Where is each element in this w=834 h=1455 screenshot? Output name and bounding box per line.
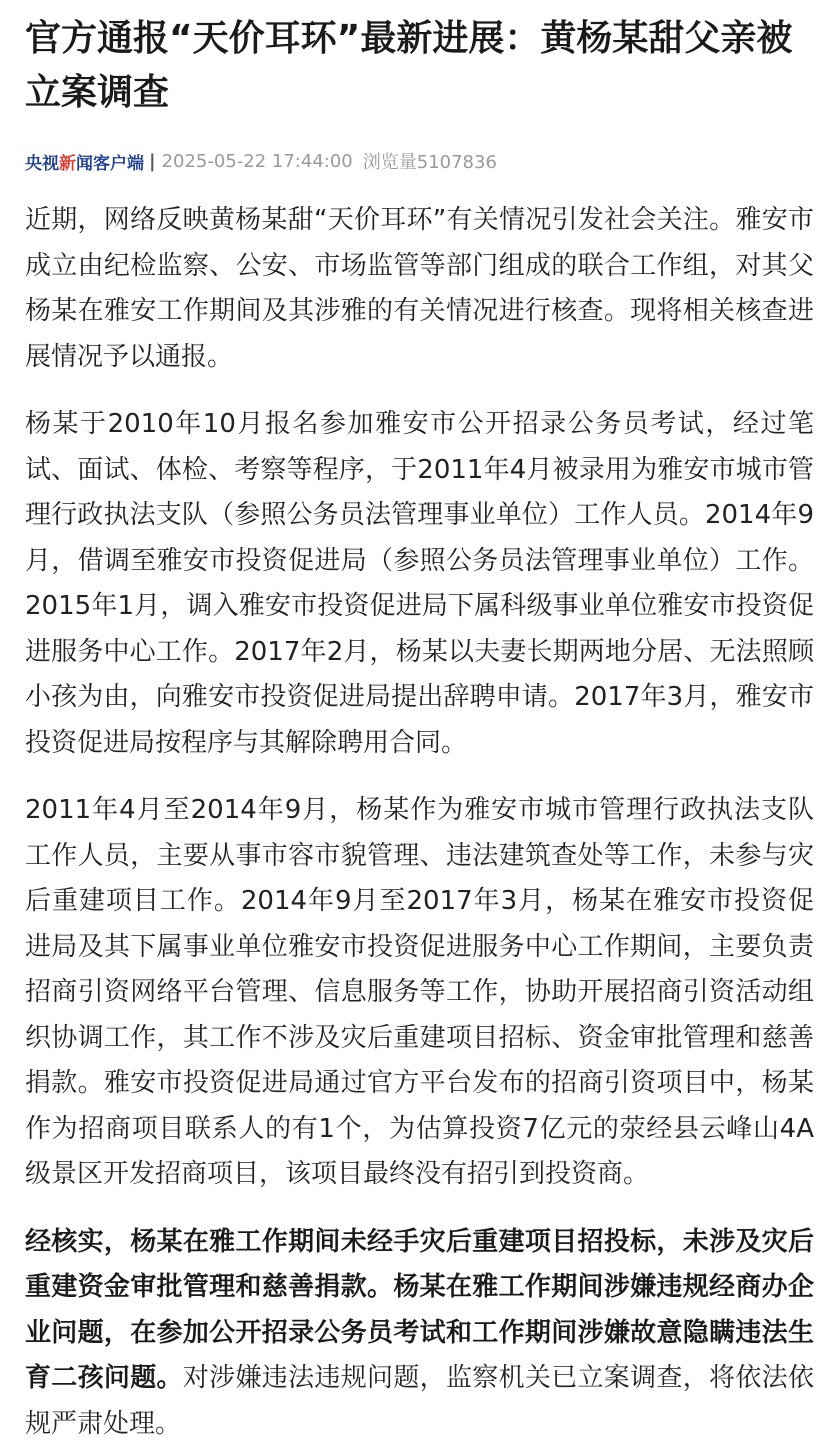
article-paragraph-3: 2011年4月至2014年9月，杨某作为雅安市城市管理行政执法支队工作人员，主要从事市容市貌管理、违法建筑查处等工作，未参与灾后重建项目工作。2014年9月至2017年3月，杨某在雅安市投资促进局及其下属事业单位雅安市投资促进服务中心工作期间，主要负责招商引资网络平台管理、信息服务等工作，协助开展招商引资活动组织协调工作，其工作不涉及灾后重建项目招标、资金审批管理和慈善捐款。雅安市投资促进局通过官方平台发布的招商引资项目中，杨某作为招商项目联系人的有1个，为估算投资7亿元的荥经县云峰山4A级景区开发招商项目，该项目最终没有招引到投资商。 bbox=[25, 795, 814, 1189]
conclusion-bold-text: 经核实，杨某在雅工作期间未经手灾后重建项目招投标，未涉及灾后重建资金审批管理和慈善捐款。杨某在雅工作期间涉嫌违规经商办企业问题，在参加公开招录公务员考试和工作期间涉嫌故意隐瞒违法生育二孩问题。 bbox=[25, 1226, 814, 1393]
source-logo-accent: 新 bbox=[59, 153, 76, 174]
source-logo[interactable] bbox=[25, 149, 144, 174]
article-paragraph-2: 杨某于2010年10月报名参加雅安市公开招录公务员考试，经过笔试、面试、体检、考察等程序，于2011年4月被录用为雅安市城市管理行政执法支队（参照公务员法管理事业单位）工作人员。2014年9月，借调至雅安市投资促进局（参照公务员法管理事业单位）工作。2015年1月，调入雅安市投资促进局下属科级事业单位雅安市投资促进服务中心工作。2017年2月，杨某以夫妻长期两地分居、无法照顾小孩为由，向雅安市投资促进局提出辞聘申请。2017年3月，雅安市投资促进局按程序与其解除聘用合同。 bbox=[25, 409, 814, 758]
article-meta bbox=[25, 146, 814, 176]
article-title: 官方通报“天价耳环”最新进展：黄杨某甜父亲被立案调查 bbox=[25, 18, 793, 113]
view-count: 浏览量5107836 bbox=[362, 152, 497, 173]
meta-separator: | bbox=[149, 150, 156, 172]
source-logo-part2: 闻客户端 bbox=[76, 153, 144, 174]
article-paragraph-1: 近期，网络反映黄杨某甜“天价耳环”有关情况引发社会关注。雅安市成立由纪检监察、公安、市场监管等部门组成的联合工作组，对其父杨某在雅安工作期间及其涉雅的有关情况进行核查。现将相关核查进展情况予以通报。 bbox=[25, 205, 814, 372]
publish-time: 2025-05-22 17:44:00 bbox=[161, 150, 353, 172]
article-paragraph-4 bbox=[25, 1220, 814, 1448]
source-logo-part1: 央视 bbox=[25, 153, 59, 174]
article-body bbox=[25, 198, 814, 1447]
conclusion-normal-text: 对涉嫌违法违规问题，监察机关已立案调查，将依法依规严肃处理。 bbox=[25, 1363, 814, 1439]
